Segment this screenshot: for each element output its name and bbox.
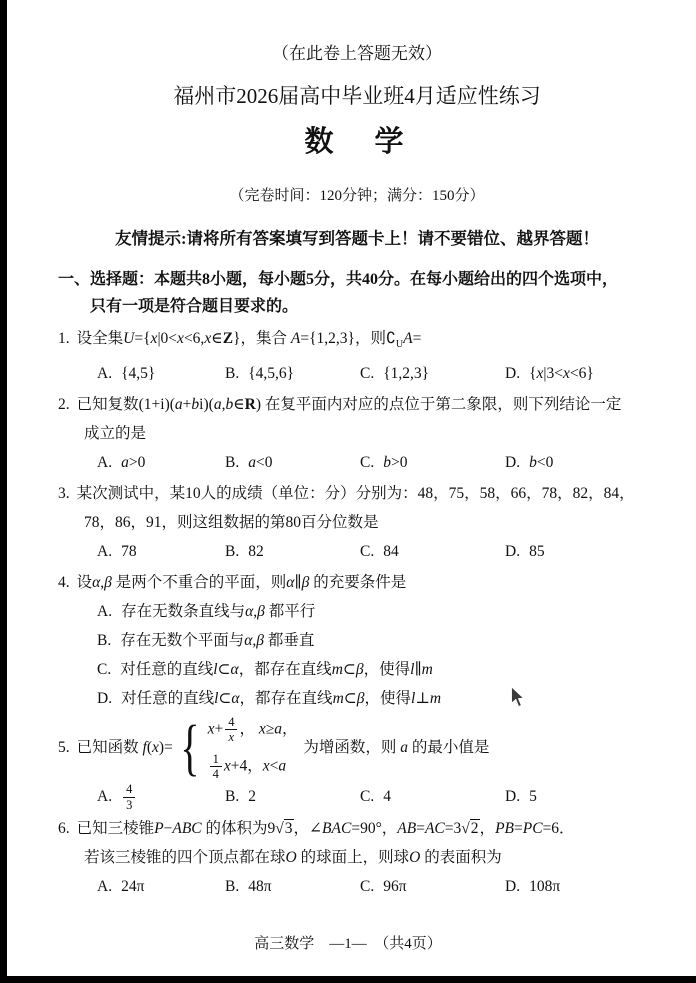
option-label: A. — [97, 787, 113, 805]
question-6-stem-line: 6. 已知三棱锥P−ABC 的体积为9√3，∠BAC=90°，AB=AC=3√2，PB=PC=6． — [58, 819, 575, 837]
option-C: C. b>0 — [360, 454, 408, 472]
option-label: C. — [360, 365, 375, 383]
option-label: D. — [505, 454, 521, 472]
section-header-line1: 一、选择题：本题共8小题，每小题5分，共40分。在每小题给出的四个选项中， — [58, 271, 619, 288]
option-label: B. — [225, 454, 240, 472]
option-B: B. 82 — [225, 543, 264, 561]
question-5-stem-line: 5. 已知函数 f(x)= { x+ $\frac{4}{x}$ ， x≥a， $\frac{1}{4}$ x+4，x<a 为增函数，则 a 的最小值是 — [58, 714, 490, 782]
fraction: $\frac{4}{x}$ — [225, 715, 237, 745]
option-label: B. — [225, 788, 240, 806]
option-label: B. — [97, 632, 112, 650]
option-D: D. 108π — [505, 877, 561, 895]
option-label: C. — [97, 661, 112, 679]
option-C: C. 84 — [360, 543, 399, 561]
option-D: D. 对任意的直线l⊂α，都存在直线m⊂β，使得l⊥m — [97, 690, 442, 708]
option-B: B. 2 — [225, 788, 256, 806]
option-label: C. — [360, 543, 375, 561]
option-B: B. {4,5,6} — [225, 365, 295, 383]
question-3-stem-line: 3. 某次测试中，某10人的成绩（单位：分）分别为：48，75，58，66，78，82，84， — [58, 485, 635, 503]
question-5-options — [97, 782, 656, 812]
question-list — [58, 324, 656, 901]
question-2-stem-line: 成立的是 — [84, 425, 147, 443]
option-label: D. — [97, 690, 113, 708]
option-label: C. — [360, 454, 375, 472]
question-1-options — [97, 359, 656, 388]
question-5 — [58, 715, 656, 812]
piecewise-function: { x+ $\frac{4}{x}$ ， x≥a， $\frac{1}{4}$ x+4，x<a — [180, 714, 298, 782]
option-label: C. — [360, 877, 375, 895]
mouse-cursor — [510, 686, 527, 709]
option-B: B. a<0 — [225, 454, 273, 472]
option-label: A. — [97, 365, 113, 383]
option-label: A. — [97, 603, 113, 621]
question-1 — [58, 324, 656, 388]
question-number: 3. — [58, 485, 70, 503]
question-6 — [58, 814, 656, 901]
question-4-options — [58, 597, 656, 713]
page-footer: 高三数学 —1— （共4页） — [254, 936, 442, 952]
square-root: √2 — [461, 819, 479, 837]
option-D: D. 5 — [505, 788, 537, 806]
question-number: 6. — [58, 819, 70, 837]
option-label: B. — [225, 877, 240, 895]
option-A: A. 存在无数条直线与α,β 都平行 — [97, 603, 316, 621]
fraction: $\frac{4}{3}$ — [123, 782, 135, 812]
option-C: C. {1,2,3} — [360, 365, 430, 383]
option-label: A. — [97, 454, 113, 472]
option-D: D. b<0 — [505, 454, 554, 472]
option-label: D. — [505, 365, 521, 383]
option-B: B. 存在无数个平面与α,β 都垂直 — [97, 632, 315, 650]
option-C: C. 4 — [360, 788, 391, 806]
scan-edge-bottom — [0, 976, 696, 983]
question-number: 5. — [58, 738, 70, 756]
option-D: D. {x|3<x<6} — [505, 365, 594, 383]
question-3 — [58, 479, 656, 566]
option-A: A. a>0 — [97, 454, 146, 472]
question-6-options — [97, 872, 656, 901]
question-4-stem-line: 4. 设α,β 是两个不重合的平面，则α∥β 的充要条件是 — [58, 574, 407, 592]
question-6-stem-line: 若该三棱锥的四个顶点都在球O 的球面上，则球O 的表面积为 — [84, 848, 502, 866]
invalid-answer-notice: （在此卷上答题无效） — [272, 44, 442, 63]
option-label: A. — [97, 543, 113, 561]
option-B: B. 48π — [225, 877, 272, 895]
section-header — [58, 266, 656, 320]
exam-title: 福州市2026届高中毕业班4月适应性练习 — [173, 84, 541, 108]
option-C: C. 96π — [360, 877, 407, 895]
option-A: A. 78 — [97, 543, 137, 561]
option-label: D. — [505, 788, 521, 806]
option-D: D. 85 — [505, 543, 545, 561]
option-label: A. — [97, 877, 113, 895]
question-2-stem-line: 2. 已知复数(1+i)(a+bi)(a,b∈R) 在复平面内对应的点位于第二象限，则下列结论一定 — [58, 396, 622, 414]
question-4 — [58, 568, 656, 713]
question-number: 2. — [58, 396, 70, 414]
option-A: A. 24π — [97, 877, 145, 895]
option-A — [97, 782, 225, 812]
option-label: B. — [225, 543, 240, 561]
option-label: B. — [225, 365, 240, 383]
question-3-options — [97, 537, 656, 566]
option-label: D. — [505, 877, 521, 895]
question-3-stem-line: 78，86，91，则这组数据的第80百分位数是 — [84, 514, 379, 532]
square-root: √3 — [275, 819, 293, 837]
friendly-tip: 友情提示:请将所有答案填写到答题卡上！请不要错位、越界答题！ — [115, 229, 599, 248]
question-2 — [58, 390, 656, 477]
option-A: A. {4,5} — [97, 365, 156, 383]
question-number: 4. — [58, 574, 70, 592]
fraction: $\frac{1}{4}$ — [210, 752, 222, 782]
question-2-options — [97, 448, 656, 477]
exam-time-score-info: （完卷时间：120分钟；满分：150分） — [229, 188, 485, 204]
subject-title: 数 学 — [304, 126, 410, 158]
section-header-line2: 只有一项是符合题目要求的。 — [90, 298, 299, 315]
question-1-stem-line: 1. 设全集U={x|0<x<6,x∈Z}，集合 A={1,2,3}，则$∁_UA=$ — [58, 330, 422, 351]
option-label: D. — [505, 543, 521, 561]
option-C: C. 对任意的直线l⊂α，都存在直线m⊂β，使得l∥m — [97, 661, 433, 679]
option-label: C. — [360, 788, 375, 806]
question-number: 1. — [58, 330, 70, 347]
